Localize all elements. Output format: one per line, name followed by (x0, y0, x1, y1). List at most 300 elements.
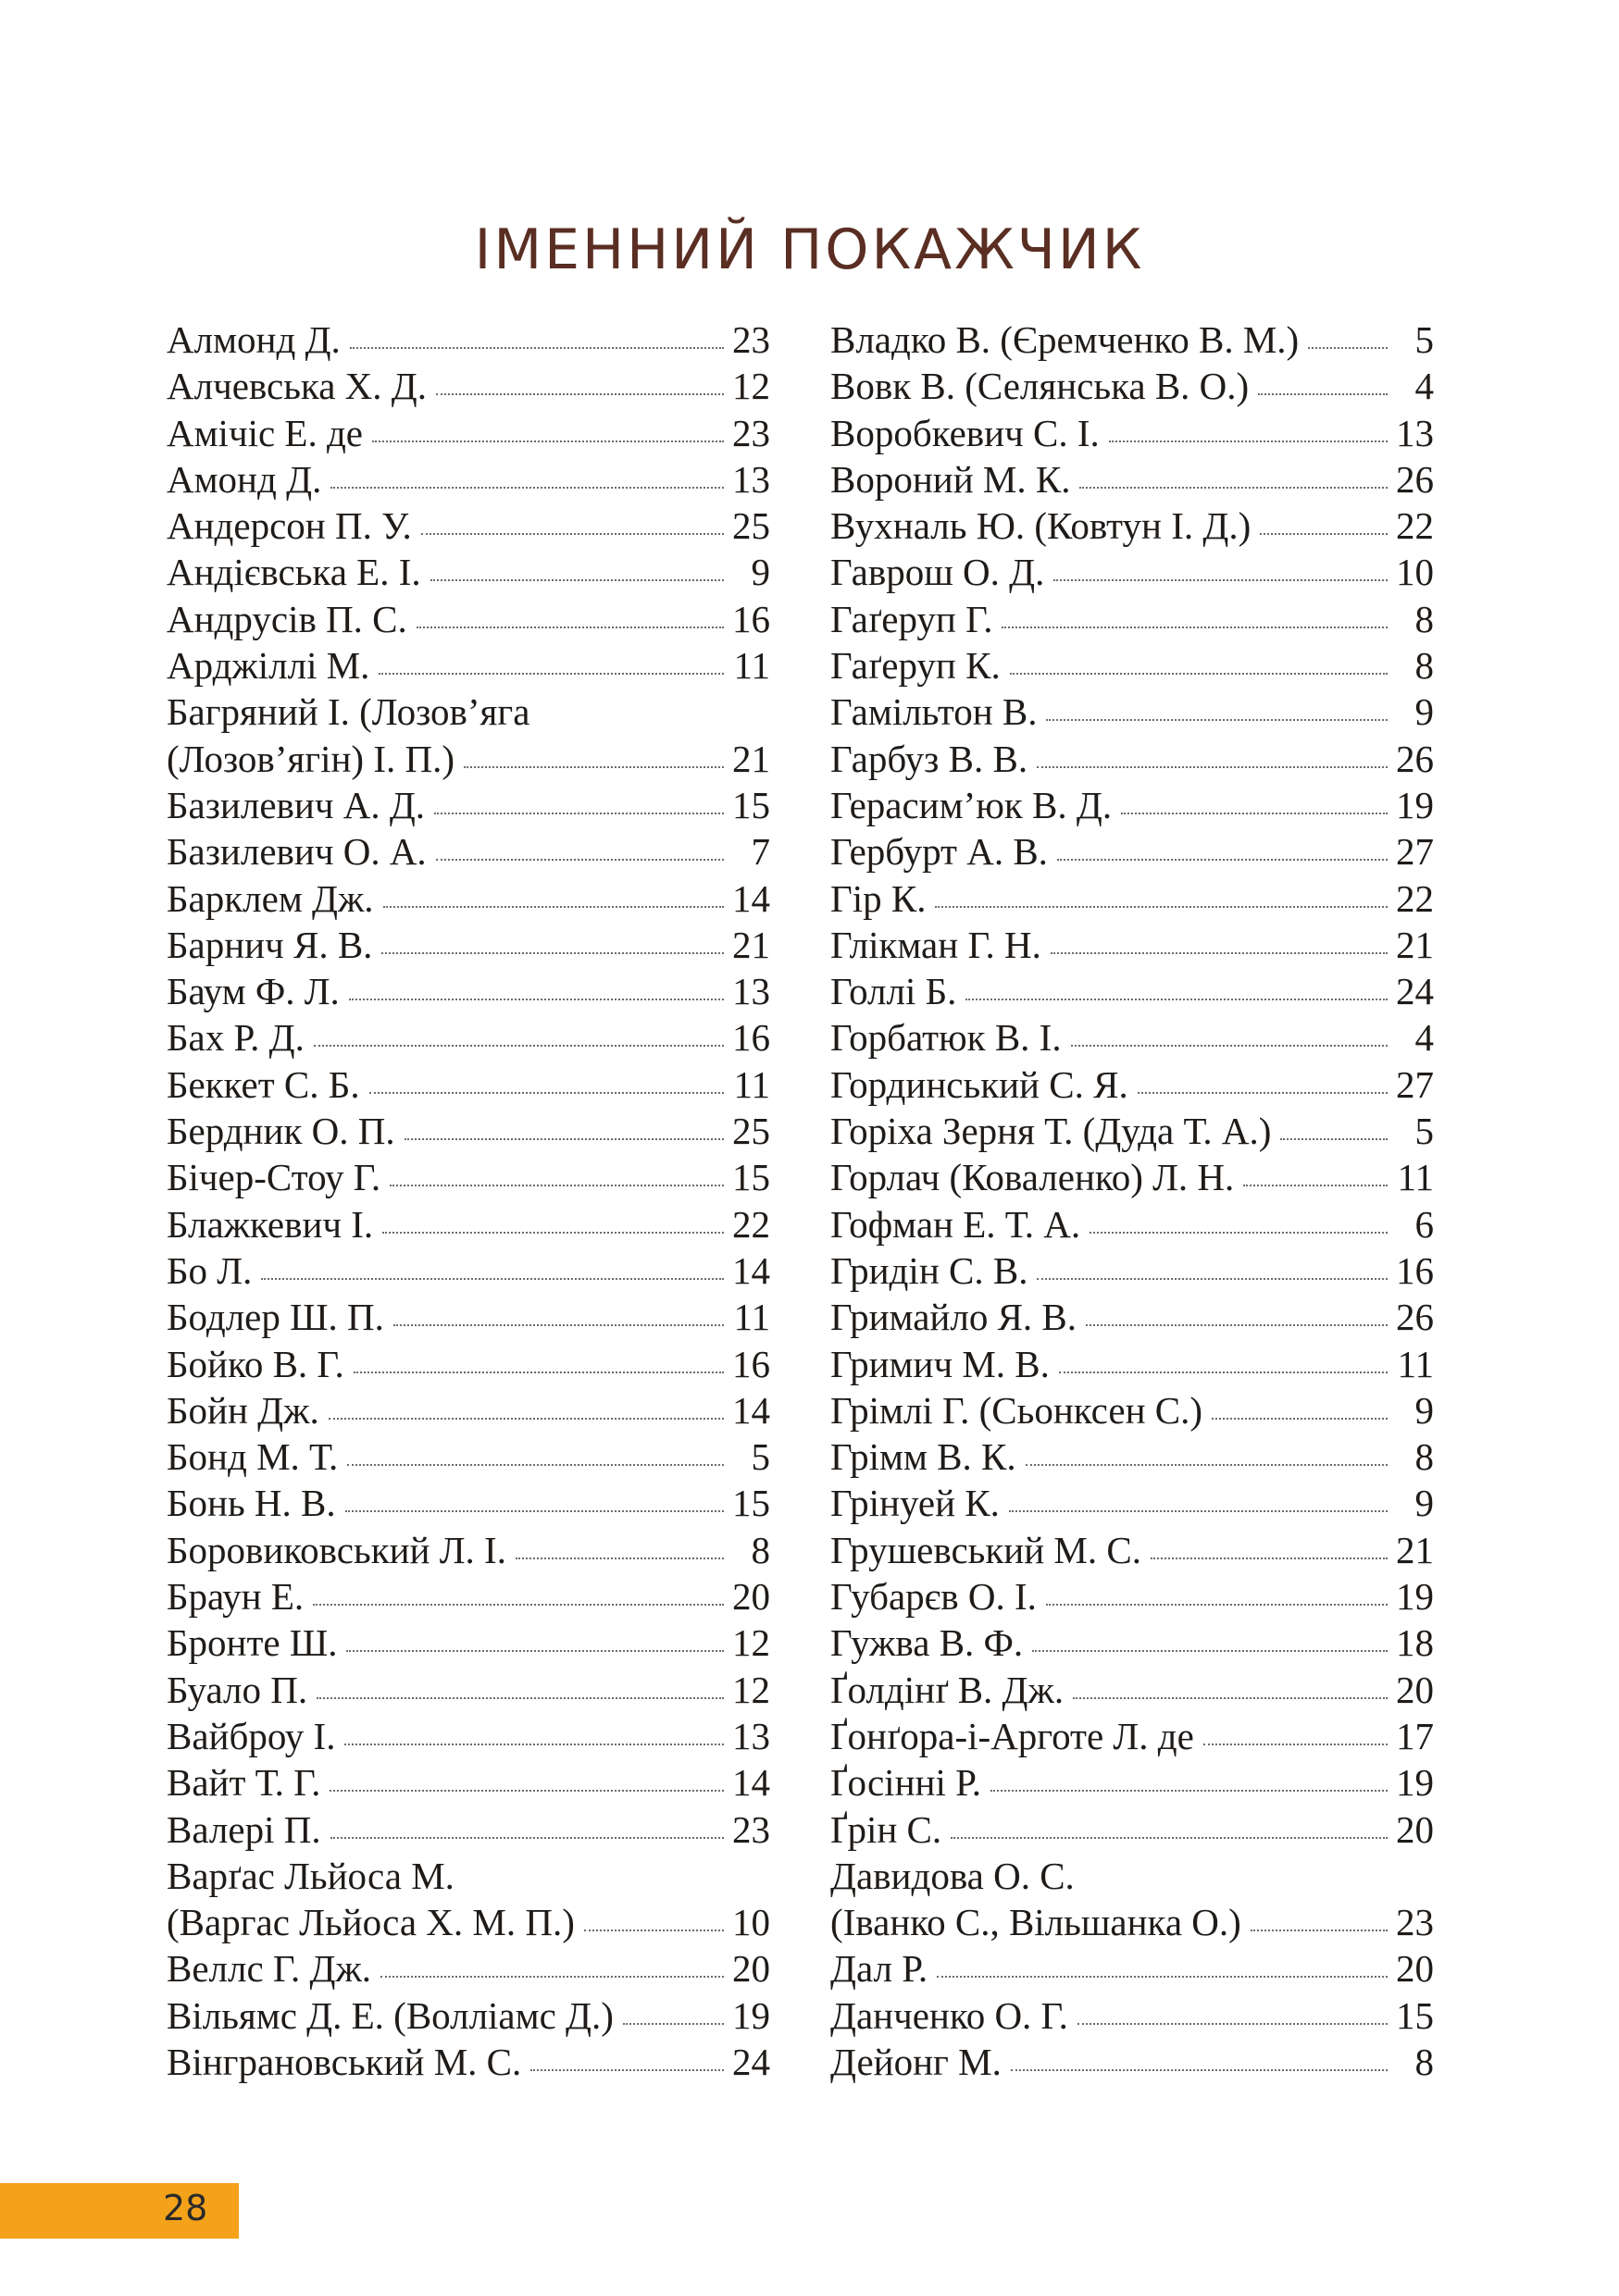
entry-page-number: 8 (1414, 644, 1434, 688)
entry-page-number: 16 (732, 597, 770, 640)
index-entry (830, 1713, 1434, 1759)
index-entry (830, 1247, 1434, 1294)
entry-page-number: 22 (1396, 504, 1434, 548)
dot-leader (516, 1558, 724, 1559)
entry-page-number: 19 (1396, 783, 1434, 826)
dot-leader (1046, 719, 1388, 721)
entry-name: Гримич М. В. (830, 1342, 1050, 1385)
entry-page-number: 21 (732, 923, 770, 966)
index-entry (830, 1341, 1434, 1387)
entry-page-number: 13 (732, 457, 770, 501)
dot-leader (1251, 1930, 1388, 1931)
index-entry (830, 1061, 1434, 1108)
entry-name: Давидова О. С. (830, 1854, 1075, 1897)
entry-page-number: 21 (1396, 1528, 1434, 1571)
dot-leader (1308, 347, 1388, 349)
index-entry (830, 922, 1434, 968)
dot-leader (1057, 859, 1388, 861)
index-entry (830, 1527, 1434, 1573)
index-entry (167, 1341, 770, 1387)
entry-name: Грушевський М. С. (830, 1528, 1141, 1571)
entry-page-number: 20 (1396, 1947, 1434, 1991)
dot-leader (1203, 1744, 1388, 1745)
entry-page-number: 12 (732, 365, 770, 408)
entry-name: Гужва В. Ф. (830, 1621, 1024, 1665)
dot-leader (1086, 1324, 1388, 1326)
dot-leader (1073, 1697, 1388, 1699)
index-entry (167, 1759, 770, 1806)
entry-name: Амонд Д. (167, 457, 322, 501)
dot-leader (369, 1092, 724, 1094)
entry-name: Бронте Ш. (167, 1621, 338, 1665)
dot-leader (1037, 1278, 1388, 1280)
index-entry (167, 1247, 770, 1294)
entry-name: (Іванко С., Вільшанка О.) (830, 1901, 1241, 1944)
index-entry (830, 736, 1434, 782)
index-entry (830, 1573, 1434, 1620)
dot-leader (1032, 1650, 1388, 1652)
dot-leader (1258, 393, 1388, 395)
dot-leader (951, 1837, 1388, 1839)
entry-name: Алчевська Х. Д. (167, 365, 427, 408)
entry-page-number: 11 (1397, 1156, 1434, 1199)
entry-page-number: 8 (1414, 2040, 1434, 2083)
entry-page-number: 20 (1396, 1668, 1434, 1711)
entry-page-number: 20 (732, 1947, 770, 1991)
index-entry (830, 642, 1434, 689)
entry-page-number: 4 (1414, 1016, 1434, 1060)
dot-leader (405, 1138, 724, 1140)
entry-name: Буало П. (167, 1668, 308, 1711)
index-entry (167, 596, 770, 642)
dot-leader (1046, 1604, 1388, 1606)
index-entry (830, 2039, 1434, 2085)
entry-page-number: 14 (732, 1248, 770, 1292)
index-entry (167, 1806, 770, 1853)
dot-leader (1059, 1371, 1388, 1373)
entry-page-number: 12 (732, 1621, 770, 1665)
index-entry (830, 410, 1434, 456)
entry-name: Воробкевич С. І. (830, 411, 1100, 454)
dot-leader (349, 999, 724, 1000)
index-entry (167, 642, 770, 689)
dot-leader (390, 1185, 724, 1186)
entry-page-number: 9 (751, 551, 770, 594)
dot-leader (436, 393, 724, 395)
dot-leader (434, 813, 724, 814)
index-entry (830, 1899, 1434, 1945)
dot-leader (1121, 813, 1388, 814)
dot-leader (1138, 1092, 1388, 1094)
entry-page-number: 23 (1396, 1901, 1434, 1944)
dot-leader (382, 1232, 724, 1234)
entry-page-number: 5 (1414, 318, 1434, 361)
entry-name: (Лозов’ягін) І. П.) (167, 737, 455, 780)
index-entry (830, 875, 1434, 922)
entry-page-number: 25 (732, 1110, 770, 1153)
index-entry (167, 2039, 770, 2085)
entry-page-number: 25 (732, 504, 770, 548)
index-entry (167, 1480, 770, 1526)
entry-name: Данченко О. Г. (830, 1993, 1068, 2037)
index-entry (167, 363, 770, 409)
index-entry (830, 1667, 1434, 1713)
dot-leader (1243, 1185, 1388, 1186)
entry-name: Гербурт А. В. (830, 830, 1048, 874)
entry-name: Гаврош О. Д. (830, 551, 1045, 594)
entry-name: Гординський С. Я. (830, 1062, 1128, 1106)
entry-page-number: 22 (732, 1202, 770, 1246)
index-entry (830, 1154, 1434, 1200)
entry-page-number: 27 (1396, 830, 1434, 874)
entry-name: Вороний М. К. (830, 457, 1071, 501)
index-entry (830, 1945, 1434, 1992)
entry-name: Барклем Дж. (167, 876, 374, 920)
entry-name: Андрусів П. С. (167, 597, 407, 640)
entry-name: Бонд М. Т. (167, 1435, 339, 1479)
dot-leader (330, 487, 724, 489)
dot-leader (1002, 627, 1388, 628)
dot-leader (937, 1976, 1388, 1978)
entry-page-number: 15 (732, 1156, 770, 1199)
dot-leader (1010, 673, 1388, 675)
entry-name: Гір К. (830, 876, 927, 920)
entry-name: Ґосінні Р. (830, 1761, 982, 1805)
entry-page-number: 19 (1396, 1761, 1434, 1805)
entry-name: Валері П. (167, 1807, 321, 1851)
dot-leader (1011, 2069, 1388, 2071)
dot-leader (313, 1604, 724, 1606)
index-entry (830, 503, 1434, 549)
entry-page-number: 20 (1396, 1807, 1434, 1851)
entry-page-number: 24 (1396, 970, 1434, 1013)
dot-leader (350, 347, 724, 349)
entry-name: Бердник О. П. (167, 1110, 395, 1153)
entry-page-number: 5 (1414, 1110, 1434, 1153)
entry-name: Базилевич О. А. (167, 830, 427, 874)
entry-page-number: 11 (733, 1296, 770, 1339)
entry-name: Бічер-Стоу Г. (167, 1156, 381, 1199)
entry-page-number: 26 (1396, 737, 1434, 780)
index-entry (830, 968, 1434, 1014)
dot-leader (372, 441, 724, 442)
dot-leader (354, 1371, 724, 1373)
entry-page-number: 19 (732, 1993, 770, 2037)
index-entry (830, 1480, 1434, 1526)
dot-leader (346, 1650, 724, 1652)
index-entry (830, 549, 1434, 595)
entry-name: Бойко В. Г. (167, 1342, 344, 1385)
entry-name: Грімлі Г. (Сьонксен С.) (830, 1388, 1203, 1432)
index-entry (830, 1294, 1434, 1340)
entry-page-number: 6 (1414, 1202, 1434, 1246)
index-entry (167, 782, 770, 828)
entry-name: Веллс Г. Дж. (167, 1947, 372, 1991)
dot-leader (417, 627, 724, 628)
entry-name: Ґолдінґ В. Дж. (830, 1668, 1065, 1711)
entry-name: Грінуей К. (830, 1482, 1000, 1525)
index-entry (167, 828, 770, 875)
entry-page-number: 23 (732, 318, 770, 361)
entry-page-number: 17 (1396, 1714, 1434, 1757)
entry-page-number: 9 (1414, 1388, 1434, 1432)
dot-leader (317, 1697, 724, 1699)
entry-name: Бонь Н. В. (167, 1482, 336, 1525)
entry-name: Вовк В. (Селянська В. О.) (830, 365, 1250, 408)
entry-name: Вінграновський М. С. (167, 2040, 522, 2083)
page-title: ІМЕННИЙ ПОКАЖЧИК (474, 217, 1145, 282)
dot-leader (990, 1790, 1388, 1792)
entry-name: Вільямс Д. Е. (Волліамс Д.) (167, 1993, 614, 2037)
dot-leader (1212, 1418, 1388, 1420)
entry-name: Баум Ф. Л. (167, 970, 340, 1013)
index-entry (830, 1433, 1434, 1480)
entry-page-number: 14 (732, 876, 770, 920)
dot-leader (379, 673, 724, 675)
entry-name: (Варгас Льйоса Х. М. П.) (167, 1901, 575, 1944)
entry-page-number: 26 (1396, 1296, 1434, 1339)
entry-name: Грімм В. К. (830, 1435, 1016, 1479)
dot-leader (381, 952, 724, 954)
entry-page-number: 15 (1396, 1993, 1434, 2037)
dot-leader (1026, 1464, 1388, 1466)
entry-name: Браун Е. (167, 1575, 305, 1619)
index-entry (167, 1014, 770, 1061)
entry-page-number: 16 (1396, 1248, 1434, 1292)
entry-name: Гаґеруп Г. (830, 597, 993, 640)
index-entry (167, 1387, 770, 1433)
entry-page-number: 8 (751, 1528, 770, 1571)
entry-name: Варґас Льйоса М. (167, 1854, 455, 1897)
index-entry (167, 1433, 770, 1480)
entry-name: Бо Л. (167, 1248, 253, 1292)
entry-page-number: 13 (732, 1714, 770, 1757)
entry-name: Бах Р. Д. (167, 1016, 305, 1060)
index-entry (830, 1014, 1434, 1061)
entry-page-number: 4 (1414, 365, 1434, 408)
entry-name: Дейонг М. (830, 2040, 1002, 2083)
entry-name: Гофман Е. Т. А. (830, 1202, 1081, 1246)
index-entry (167, 736, 770, 782)
index-entry (167, 1154, 770, 1200)
entry-name: Амічіс Е. де (167, 411, 364, 454)
entry-name: Арджіллі М. (167, 644, 370, 688)
entry-page-number: 9 (1414, 1482, 1434, 1525)
entry-page-number: 21 (732, 737, 770, 780)
entry-page-number: 23 (732, 1807, 770, 1851)
index-entry (167, 1201, 770, 1247)
entry-page-number: 13 (732, 970, 770, 1013)
dot-leader (623, 2023, 724, 2025)
entry-name: Барнич Я. В. (167, 923, 373, 966)
dot-leader (1071, 1045, 1388, 1047)
dot-leader (421, 533, 724, 535)
index-entry (167, 1294, 770, 1340)
dot-leader (1051, 952, 1388, 954)
entry-page-number: 16 (732, 1342, 770, 1385)
entry-name: Гарбуз В. В. (830, 737, 1028, 780)
dot-leader (1280, 1138, 1388, 1140)
index-entry (830, 782, 1434, 828)
entry-name: Бодлер Ш. П. (167, 1296, 384, 1339)
index-entry (830, 1853, 1434, 1899)
entry-name: Гамільтон В. (830, 690, 1038, 734)
entry-page-number: 20 (732, 1575, 770, 1619)
index-entry (167, 875, 770, 922)
index-entry (167, 1713, 770, 1759)
dot-leader (1109, 441, 1388, 442)
entry-page-number: 11 (1397, 1342, 1434, 1385)
index-entry (830, 316, 1434, 363)
index-entry (167, 1992, 770, 2039)
dot-leader (1077, 2023, 1388, 2025)
entry-name: Дал Р. (830, 1947, 928, 1991)
index-entry (167, 1061, 770, 1108)
entry-page-number: 22 (1396, 876, 1434, 920)
dot-leader (935, 906, 1388, 908)
entry-name: Горіха Зерня Т. (Дуда Т. А.) (830, 1110, 1272, 1153)
index-entry (167, 1527, 770, 1573)
page-number: 28 (163, 2188, 208, 2228)
dot-leader (1079, 487, 1388, 489)
entry-name: Бойн Дж. (167, 1388, 319, 1432)
dot-leader (344, 1744, 724, 1745)
index-entry (167, 410, 770, 456)
entry-name: Блажкевич І. (167, 1202, 374, 1246)
entry-name: Гримайло Я. В. (830, 1296, 1077, 1339)
entry-name: Вайброу І. (167, 1714, 336, 1757)
entry-page-number: 15 (732, 1482, 770, 1525)
dot-leader (347, 1464, 724, 1466)
index-entry (830, 1992, 1434, 2039)
index-entry (830, 363, 1434, 409)
entry-name: Алмонд Д. (167, 318, 341, 361)
index-entry (167, 689, 770, 735)
entry-page-number: 7 (751, 830, 770, 874)
entry-page-number: 11 (733, 644, 770, 688)
index-entry (167, 1108, 770, 1154)
entry-page-number: 14 (732, 1761, 770, 1805)
entry-page-number: 13 (1396, 411, 1434, 454)
entry-name: Гридін С. В. (830, 1248, 1028, 1292)
index-entry (830, 689, 1434, 735)
entry-page-number: 15 (732, 783, 770, 826)
entry-name: Вухналь Ю. (Ковтун І. Д.) (830, 504, 1252, 548)
entry-name: Андерсон П. У. (167, 504, 412, 548)
entry-page-number: 27 (1396, 1062, 1434, 1106)
dot-leader (430, 579, 724, 581)
dot-leader (345, 1510, 724, 1512)
entry-name: Ґонґора-і-Арготе Л. де (830, 1714, 1194, 1757)
dot-leader (261, 1278, 724, 1280)
index-entry (830, 1806, 1434, 1853)
dot-leader (436, 859, 724, 861)
dot-leader (1090, 1232, 1388, 1234)
entry-name: Губарєв О. І. (830, 1575, 1037, 1619)
dot-leader (1053, 579, 1388, 581)
entry-page-number: 16 (732, 1016, 770, 1060)
entry-name: Багряний І. (Лозов’яга (167, 690, 530, 734)
index-entry (167, 968, 770, 1014)
index-entry (167, 1945, 770, 1992)
index-entry (830, 1620, 1434, 1666)
entry-name: Голлі Б. (830, 970, 957, 1013)
index-entry (830, 596, 1434, 642)
index-entry (167, 1667, 770, 1713)
entry-page-number: 14 (732, 1388, 770, 1432)
dot-leader (530, 2069, 724, 2071)
entry-page-number: 9 (1414, 690, 1434, 734)
index-entry (167, 503, 770, 549)
entry-name: Горлач (Коваленко) Л. Н. (830, 1156, 1235, 1199)
entry-page-number: 10 (1396, 551, 1434, 594)
dot-leader (584, 1930, 724, 1931)
entry-name: Ґрін С. (830, 1807, 942, 1851)
entry-page-number: 11 (733, 1062, 770, 1106)
index-entry (167, 1620, 770, 1666)
dot-leader (1260, 533, 1388, 535)
index-entry (167, 1899, 770, 1945)
index-entry (830, 1387, 1434, 1433)
dot-leader (1009, 1510, 1388, 1512)
entry-name: Беккет С. Б. (167, 1062, 360, 1106)
entry-page-number: 8 (1414, 1435, 1434, 1479)
dot-leader (393, 1324, 724, 1326)
dot-leader (383, 906, 724, 908)
entry-name: Владко В. (Єремченко В. М.) (830, 318, 1300, 361)
entry-name: Андієвська Е. І. (167, 551, 421, 594)
entry-page-number: 5 (751, 1435, 770, 1479)
index-entry (167, 1573, 770, 1620)
index-column-left (167, 316, 770, 2085)
entry-page-number: 12 (732, 1668, 770, 1711)
entry-page-number: 8 (1414, 597, 1434, 640)
entry-name: Герасим’юк В. Д. (830, 783, 1113, 826)
dot-leader (965, 999, 1388, 1000)
index-entry (830, 828, 1434, 875)
dot-leader (330, 1837, 724, 1839)
entry-name: Гаґеруп К. (830, 644, 1001, 688)
dot-leader (464, 766, 724, 768)
index-entry (167, 1853, 770, 1899)
dot-leader (380, 1976, 724, 1978)
entry-name: Глікман Г. Н. (830, 923, 1041, 966)
dot-leader (329, 1418, 724, 1420)
entry-page-number: 10 (732, 1901, 770, 1944)
entry-name: Вайт Т. Г. (167, 1761, 321, 1805)
entry-name: Горбатюк В. І. (830, 1016, 1062, 1060)
index-entry (167, 549, 770, 595)
entry-page-number: 24 (732, 2040, 770, 2083)
dot-leader (330, 1790, 724, 1792)
entry-page-number: 18 (1396, 1621, 1434, 1665)
entry-page-number: 19 (1396, 1575, 1434, 1619)
dot-leader (1037, 766, 1388, 768)
entry-page-number: 26 (1396, 457, 1434, 501)
index-entry (167, 456, 770, 503)
index-entry (830, 1108, 1434, 1154)
dot-leader (1151, 1558, 1388, 1559)
index-entry (830, 1201, 1434, 1247)
entry-page-number: 21 (1396, 923, 1434, 966)
dot-leader (314, 1045, 724, 1047)
index-entry (167, 922, 770, 968)
entry-page-number: 23 (732, 411, 770, 454)
index-entry (167, 316, 770, 363)
index-column-right (830, 316, 1434, 2085)
entry-name: Базилевич А. Д. (167, 783, 426, 826)
index-entry (830, 456, 1434, 503)
